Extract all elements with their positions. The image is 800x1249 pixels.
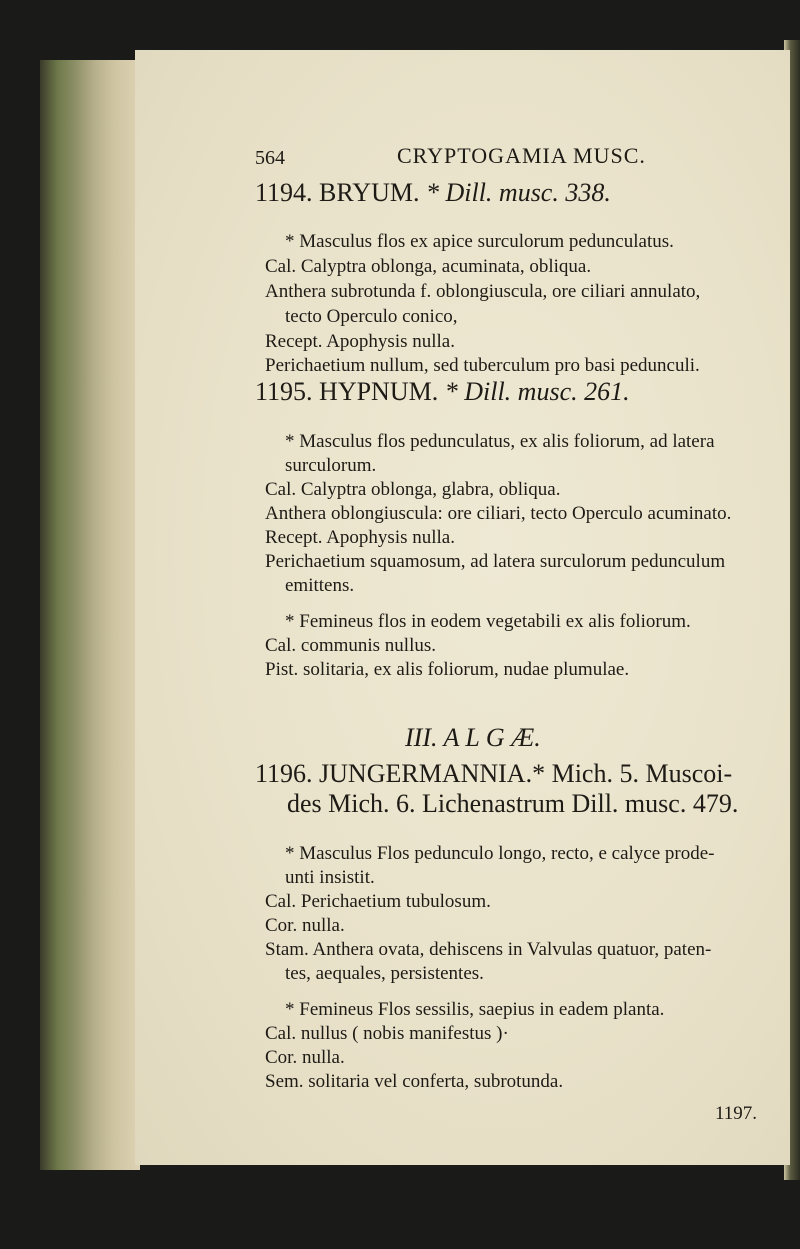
text-line: Anthera subrotunda f. oblongiuscula, ore ciliari annulato, bbox=[265, 281, 701, 302]
text-line: Pist. solitaria, ex alis foliorum, nudae plumulae. bbox=[265, 659, 630, 680]
text-line: tecto Operculo conico, bbox=[285, 306, 458, 327]
text-line: Cal. nullus ( nobis manifestus )· bbox=[265, 1023, 509, 1044]
text-line: * Femineus flos in eodem vegetabili ex alis foliorum. bbox=[285, 611, 691, 632]
entry-number: 1195. bbox=[255, 377, 313, 406]
text-line: emittens. bbox=[285, 575, 355, 596]
page-number: 564 bbox=[255, 147, 285, 169]
book-page bbox=[135, 50, 790, 1165]
text-line: Cal. communis nullus. bbox=[265, 635, 436, 656]
genus-heading-cont: des Mich. 6. Lichenastrum Dill. musc. 479. bbox=[287, 789, 739, 818]
section-title: III. A L G Æ. bbox=[405, 723, 541, 752]
genus-reference: * Dill. musc. 261. bbox=[444, 377, 630, 406]
text-line: Perichaetium squamosum, ad latera surculorum pedunculum bbox=[265, 551, 726, 572]
text-line: Sem. solitaria vel conferta, subrotunda. bbox=[265, 1071, 564, 1092]
text-line: * Femineus Flos sessilis, saepius in eadem planta. bbox=[285, 999, 665, 1020]
text-line: Anthera oblongiuscula: ore ciliari, tecto Operculo acuminato. bbox=[265, 503, 732, 524]
running-head: CRYPTOGAMIA MUSC. bbox=[397, 143, 646, 168]
genus-name: BRYUM. bbox=[319, 178, 420, 207]
book-spine-edge bbox=[40, 60, 140, 1170]
text-line: Cal. Calyptra oblonga, acuminata, obliqua. bbox=[265, 256, 592, 277]
text-line: Cor. nulla. bbox=[265, 1047, 345, 1068]
text-line: Stam. Anthera ovata, dehiscens in Valvulas quatuor, paten- bbox=[265, 939, 712, 960]
genus-reference: * Dill. musc. 338. bbox=[425, 178, 611, 207]
catchword: 1197. bbox=[715, 1103, 758, 1124]
text-line: Cor. nulla. bbox=[265, 915, 345, 936]
text-line: Cal. Perichaetium tubulosum. bbox=[265, 891, 491, 912]
genus-name: HYPNUM. bbox=[319, 377, 439, 406]
text-line: Recept. Apophysis nulla. bbox=[265, 527, 455, 548]
genus-heading: 1196. JUNGERMANNIA.* Mich. 5. Muscoi- bbox=[255, 759, 733, 788]
entry-number: 1194. bbox=[255, 178, 313, 207]
text-line: Cal. Calyptra oblonga, glabra, obliqua. bbox=[265, 479, 561, 500]
text-line: * Masculus flos pedunculatus, ex alis foliorum, ad latera bbox=[285, 431, 715, 452]
text-line: * Masculus Flos pedunculo longo, recto, e calyce prode- bbox=[285, 843, 715, 864]
text-line: surculorum. bbox=[285, 455, 377, 476]
text-line: unti insistit. bbox=[285, 867, 375, 888]
text-line: * Masculus flos ex apice surculorum pedunculatus. bbox=[285, 231, 674, 252]
text-line: Perichaetium nullum, sed tuberculum pro basi pedunculi. bbox=[265, 355, 700, 376]
text-line: Recept. Apophysis nulla. bbox=[265, 331, 455, 352]
text-line: tes, aequales, persistentes. bbox=[285, 963, 484, 984]
